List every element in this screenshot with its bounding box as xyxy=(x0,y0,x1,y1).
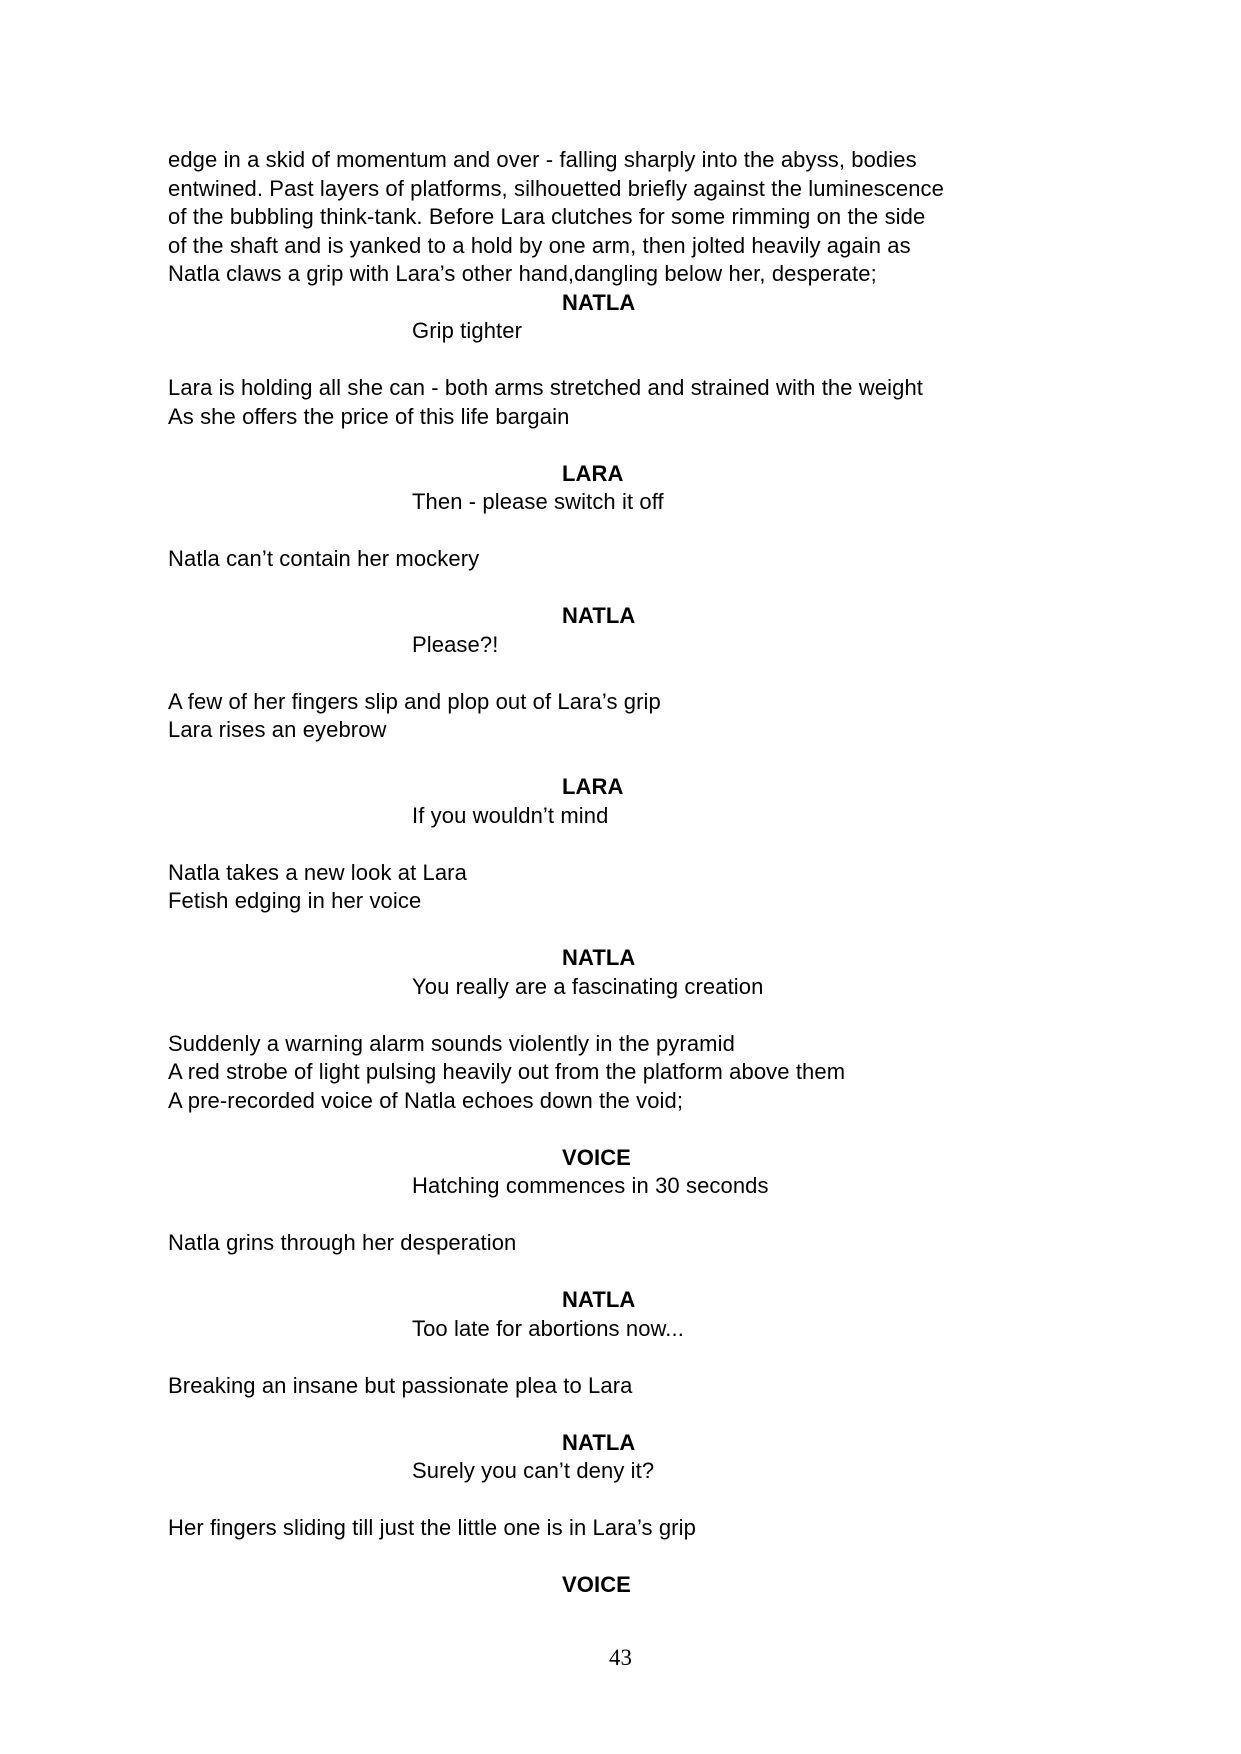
action-block xyxy=(168,374,1163,431)
action-line: of the shaft and is yanked to a hold by one arm, then jolted heavily again as xyxy=(168,232,911,258)
action-line: A pre-recorded voice of Natla echoes down the void; xyxy=(168,1087,684,1113)
action-line: As she offers the price of this life bargain xyxy=(168,403,570,429)
character-cue: VOICE xyxy=(562,1144,631,1170)
dialogue-block xyxy=(168,773,1163,830)
dialogue-line: Grip tighter xyxy=(412,318,523,343)
page-number: 43 xyxy=(609,1645,632,1670)
action-line: Natla takes a new look at Lara xyxy=(168,859,467,885)
dialogue-line: Please?! xyxy=(412,631,499,657)
action-block xyxy=(168,688,1163,745)
character-cue: LARA xyxy=(562,460,624,486)
character-cue: VOICE xyxy=(562,1572,631,1597)
dialogue-line: Hatching commences in 30 seconds xyxy=(412,1173,769,1198)
action-line: Her fingers sliding till just the little one is in Lara’s grip xyxy=(168,1515,696,1540)
dialogue-block xyxy=(168,1571,1163,1600)
character-cue: LARA xyxy=(562,774,624,799)
action-block xyxy=(168,1030,1163,1116)
action-line: of the bubbling think-tank. Before Lara clutches for some rimming on the side xyxy=(168,204,926,229)
action-line: Suddenly a warning alarm sounds violently in the pyramid xyxy=(168,1030,735,1056)
action-block xyxy=(168,1514,1163,1543)
action-line: Natla can’t contain her mockery xyxy=(168,546,480,571)
action-line: edge in a skid of momentum and over - falling sharply into the abyss, bodies xyxy=(168,147,917,172)
dialogue-block xyxy=(168,1286,1163,1343)
action-line: Breaking an insane but passionate plea to Lara xyxy=(168,1372,633,1398)
action-block xyxy=(168,545,1163,574)
action-line: entwined. Past layers of platforms, silhouetted briefly against the luminescence xyxy=(168,175,944,201)
dialogue-block xyxy=(168,289,1163,346)
dialogue-block xyxy=(168,602,1163,659)
dialogue-line: Surely you can’t deny it? xyxy=(412,1458,655,1483)
action-line: A red strobe of light pulsing heavily out from the platform above them xyxy=(168,1059,846,1084)
character-cue: NATLA xyxy=(562,945,636,970)
dialogue-line: Too late for abortions now... xyxy=(412,1315,684,1341)
dialogue-block xyxy=(168,944,1163,1001)
dialogue-line: If you wouldn’t mind xyxy=(412,802,609,828)
script-body xyxy=(168,146,1163,1628)
dialogue-line: You really are a fascinating creation xyxy=(412,973,764,999)
dialogue-line: Then - please switch it off xyxy=(412,489,664,514)
action-block xyxy=(168,859,1163,916)
dialogue-block xyxy=(168,1144,1163,1201)
action-line: Lara is holding all she can - both arms stretched and strained with the weight xyxy=(168,375,923,400)
action-block xyxy=(168,1372,1163,1401)
character-cue: NATLA xyxy=(562,1429,636,1455)
action-line: A few of her fingers slip and plop out of Lara’s grip xyxy=(168,688,661,714)
character-cue: NATLA xyxy=(562,1287,636,1312)
action-block xyxy=(168,146,1163,289)
character-cue: NATLA xyxy=(562,289,636,315)
action-line: Natla grins through her desperation xyxy=(168,1230,517,1255)
action-line: Fetish edging in her voice xyxy=(168,888,422,913)
action-block xyxy=(168,1229,1163,1258)
action-line: Lara rises an eyebrow xyxy=(168,717,387,742)
action-line: Natla claws a grip with Lara’s other hand,dangling below her, desperate; xyxy=(168,261,877,286)
character-cue: NATLA xyxy=(562,603,636,628)
dialogue-block xyxy=(168,1429,1163,1486)
dialogue-block xyxy=(168,460,1163,517)
